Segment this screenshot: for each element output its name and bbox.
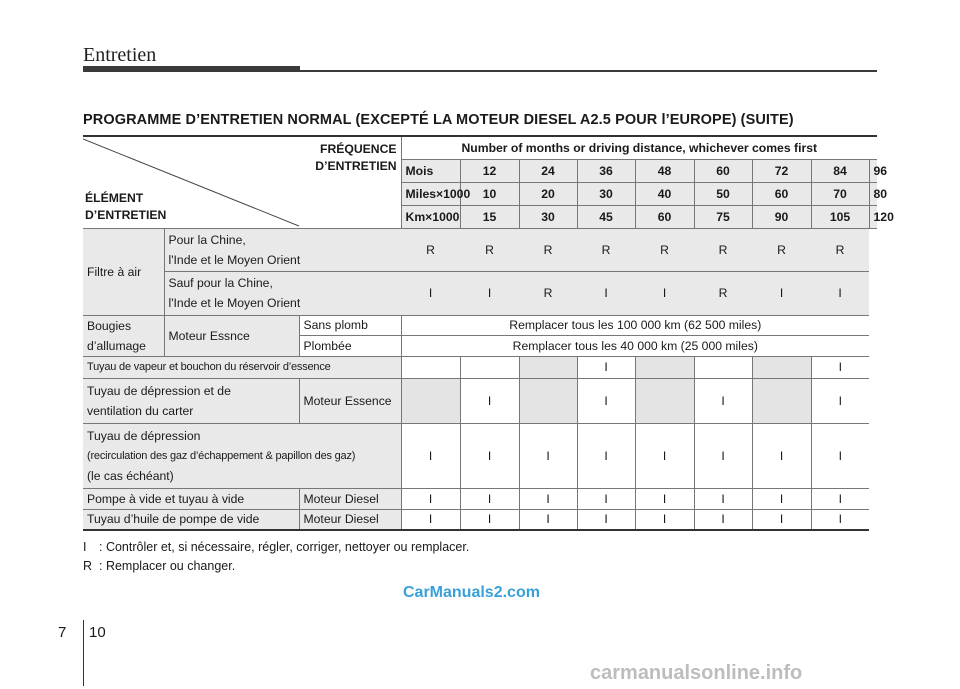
km-cell: 45 — [577, 205, 635, 228]
schedule-cell: I — [401, 509, 460, 530]
schedule-cell: R — [635, 228, 694, 271]
plombee-value: Remplacer tous les 40 000 km (25 000 miles) — [401, 336, 869, 357]
tuyau-depression-vent-label: Tuyau de dépression et de ventilation du carter — [83, 378, 299, 423]
filtre-sauf-row — [83, 271, 877, 315]
km-label: Km×1000 — [401, 205, 460, 228]
legend — [83, 538, 469, 576]
schedule-cell: I — [811, 356, 869, 378]
section-title: PROGRAMME D’ENTRETIEN NORMAL (EXCEPTÉ LA MOTEUR DIESEL A2.5 POUR l’EUROPE) (SUITE) — [83, 112, 794, 128]
schedule-cell: I — [811, 509, 869, 530]
tuyau-vapeur-row — [83, 356, 877, 378]
mois-cell: 96 — [869, 159, 877, 182]
schedule-cell: I — [401, 423, 460, 488]
schedule-cell: I — [460, 509, 519, 530]
miles-cell: 20 — [519, 182, 577, 205]
schedule-cell: I — [577, 378, 635, 423]
miles-cell: 60 — [752, 182, 811, 205]
legend-inspect: I : Contrôler et, si nécessaire, régler, corriger, nettoyer ou remplacer. — [83, 540, 470, 554]
header-title: Entretien — [83, 44, 157, 66]
filtre-chine-row — [83, 228, 877, 271]
moteur-essence-label: Moteur Essence — [299, 378, 401, 423]
tuyau-depression-egr-label: Tuyau de dépression (recirculation des gaz d’échappement & papillon des gaz) (le cas échéant) — [83, 423, 401, 488]
schedule-cell: I — [577, 423, 635, 488]
schedule-cell: I — [752, 488, 811, 509]
schedule-cell: I — [401, 271, 460, 315]
schedule-cell: I — [577, 271, 635, 315]
schedule-cell: I — [519, 423, 577, 488]
moteur-diesel-label: Moteur Diesel — [299, 509, 401, 530]
schedule-cell: I — [752, 271, 811, 315]
schedule-cell: R — [694, 271, 752, 315]
schedule-cell: I — [694, 509, 752, 530]
header-bar — [83, 66, 300, 72]
schedule-cell: I — [519, 509, 577, 530]
schedule-cell: I — [635, 509, 694, 530]
km-cell: 60 — [635, 205, 694, 228]
schedule-cell: I — [811, 271, 869, 315]
mois-label: Mois — [401, 159, 460, 182]
schedule-cell: R — [519, 271, 577, 315]
mois-cell: 84 — [811, 159, 869, 182]
tuyau-huile-row — [83, 509, 877, 530]
filtre-chine-label: Pour la Chine, l'Inde et le Moyen Orient — [164, 228, 401, 271]
schedule-cell — [401, 378, 460, 423]
schedule-cell — [519, 378, 577, 423]
chapter-number: 7 — [58, 624, 67, 641]
maintenance-schedule-table — [83, 135, 894, 531]
schedule-cell: R — [752, 228, 811, 271]
schedule-cell: I — [577, 509, 635, 530]
mois-cell: 72 — [752, 159, 811, 182]
schedule-cell — [519, 356, 577, 378]
tuyau-huile-label: Tuyau d’huile de pompe de vide — [83, 509, 299, 530]
schedule-cell — [694, 356, 752, 378]
page-divider — [83, 620, 84, 686]
schedule-cell: I — [460, 488, 519, 509]
miles-cell: 10 — [460, 182, 519, 205]
schedule-cell: I — [694, 378, 752, 423]
schedule-cell: I — [811, 488, 869, 509]
schedule-cell — [752, 356, 811, 378]
schedule-cell: R — [577, 228, 635, 271]
page-number: 10 — [89, 624, 106, 641]
legend-replace: R : Remplacer ou changer. — [83, 559, 236, 573]
bougies-label: Bougies d’allumage — [83, 315, 164, 356]
sans-plomb-label: Sans plomb — [299, 315, 401, 336]
schedule-cell: I — [694, 423, 752, 488]
pompe-vide-label: Pompe à vide et tuyau à vide — [83, 488, 299, 509]
interval-header: Number of months or driving distance, whichever comes first — [401, 136, 877, 159]
pompe-vide-row — [83, 488, 877, 509]
miles-cell: 50 — [694, 182, 752, 205]
schedule-cell: I — [577, 488, 635, 509]
header-rule — [300, 70, 877, 72]
footer-watermark: carmanualsonline.info — [590, 662, 803, 684]
miles-cell: 80 — [869, 182, 877, 205]
schedule-cell: R — [401, 228, 460, 271]
km-cell: 120 — [869, 205, 877, 228]
km-cell: 15 — [460, 205, 519, 228]
schedule-cell: R — [460, 228, 519, 271]
schedule-cell: I — [811, 378, 869, 423]
km-cell: 105 — [811, 205, 869, 228]
schedule-cell — [635, 356, 694, 378]
schedule-cell: I — [811, 423, 869, 488]
bougies-sans-plomb-row — [83, 315, 877, 336]
schedule-cell — [460, 356, 519, 378]
element-label: ÉLÉMENT D’ENTRETIEN — [85, 190, 167, 222]
schedule-cell: I — [694, 488, 752, 509]
km-cell: 90 — [752, 205, 811, 228]
miles-cell: 70 — [811, 182, 869, 205]
miles-label: Miles×1000 — [401, 182, 460, 205]
schedule-cell: I — [460, 271, 519, 315]
mois-cell: 48 — [635, 159, 694, 182]
km-cell: 75 — [694, 205, 752, 228]
miles-cell: 30 — [577, 182, 635, 205]
schedule-cell — [635, 378, 694, 423]
schedule-cell: R — [519, 228, 577, 271]
schedule-cell: I — [635, 271, 694, 315]
schedule-cell — [752, 378, 811, 423]
schedule-cell: I — [752, 423, 811, 488]
mois-cell: 12 — [460, 159, 519, 182]
moteur-diesel-label: Moteur Diesel — [299, 488, 401, 509]
schedule-cell: R — [694, 228, 752, 271]
schedule-cell: I — [752, 509, 811, 530]
filtre-label: Filtre à air — [83, 228, 164, 315]
schedule-cell — [401, 356, 460, 378]
bougies-engine: Moteur Essnce — [164, 315, 299, 356]
schedule-cell: I — [577, 356, 635, 378]
schedule-cell: I — [519, 488, 577, 509]
schedule-cell: I — [460, 423, 519, 488]
filtre-sauf-label: Sauf pour la Chine, l'Inde et le Moyen Orient — [164, 271, 401, 315]
schedule-cell: R — [811, 228, 869, 271]
schedule-cell: I — [460, 378, 519, 423]
tuyau-depression-egr-row — [83, 423, 877, 488]
corner-header-cell — [83, 136, 401, 228]
sans-plomb-value: Remplacer tous les 100 000 km (62 500 miles) — [401, 315, 869, 336]
plombee-label: Plombée — [299, 336, 401, 357]
mois-cell: 24 — [519, 159, 577, 182]
km-cell: 30 — [519, 205, 577, 228]
mois-cell: 60 — [694, 159, 752, 182]
tuyau-vapeur-label: Tuyau de vapeur et bouchon du réservoir d’essence — [83, 356, 401, 378]
schedule-cell: I — [635, 488, 694, 509]
watermark-link[interactable]: CarManuals2.com — [403, 584, 540, 601]
frequency-label: FRÉQUENCE D’ENTRETIEN — [315, 142, 397, 173]
schedule-cell: I — [401, 488, 460, 509]
miles-cell: 40 — [635, 182, 694, 205]
tuyau-depression-vent-row — [83, 378, 877, 423]
mois-cell: 36 — [577, 159, 635, 182]
schedule-cell: I — [635, 423, 694, 488]
